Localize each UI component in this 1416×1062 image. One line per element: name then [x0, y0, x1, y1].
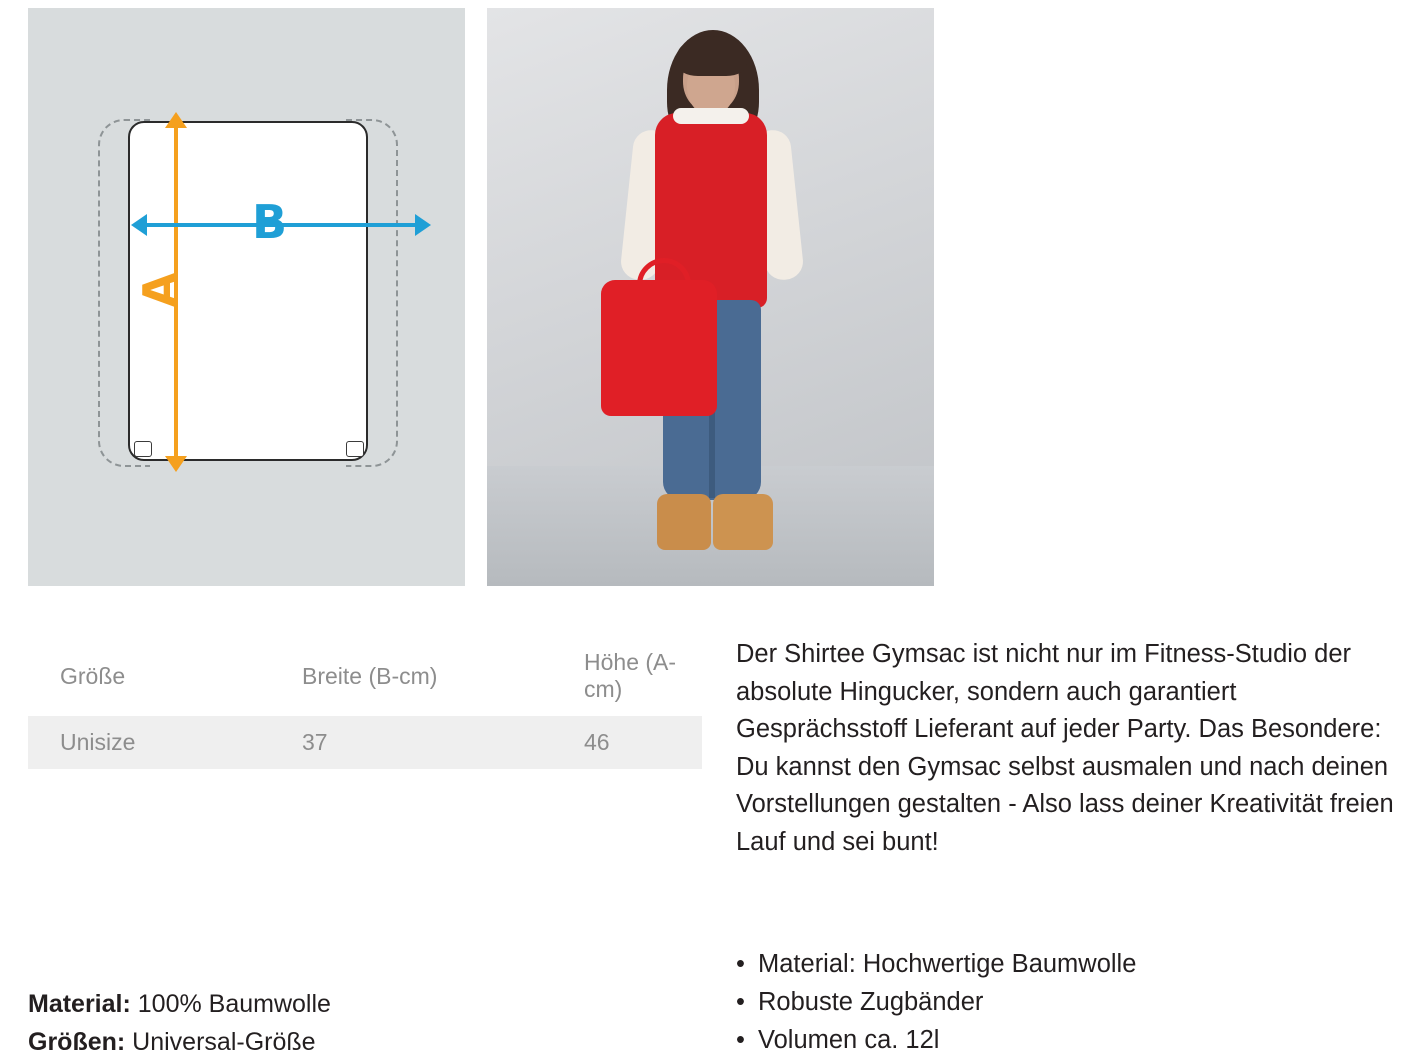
feature-text: Volumen ca. 12l	[758, 1026, 940, 1054]
cell-width: 37	[302, 729, 328, 755]
cell-size: Unisize	[60, 729, 136, 755]
size-diagram	[28, 8, 465, 586]
feature-list	[736, 945, 1400, 1059]
boot-right	[713, 494, 773, 550]
size-table	[28, 636, 702, 769]
corner-tab-right	[346, 441, 364, 457]
spec-material-value: 100% Baumwolle	[137, 990, 331, 1018]
spec-material-label: Material:	[28, 990, 131, 1018]
spec-material	[28, 985, 331, 1023]
spec-sizes-label: Größen:	[28, 1028, 126, 1056]
feature-text: Robuste Zugbänder	[758, 988, 984, 1016]
list-item	[736, 1021, 1400, 1059]
spec-sizes	[28, 1023, 331, 1061]
gymsac-outline	[98, 113, 398, 468]
table-header-row	[28, 636, 702, 716]
list-item	[736, 945, 1400, 983]
bullet-icon: •	[736, 988, 745, 1016]
width-label: B	[252, 195, 288, 249]
list-item	[736, 983, 1400, 1021]
cell-height: 46	[584, 729, 610, 755]
bullet-icon: •	[736, 1026, 745, 1054]
feature-text: Material: Hochwertige Baumwolle	[758, 950, 1137, 978]
height-label: A	[132, 272, 187, 308]
corner-tab-left	[134, 441, 152, 457]
header-height: Höhe (A-cm)	[584, 649, 677, 702]
boot-left	[657, 494, 711, 550]
bullet-icon: •	[736, 950, 745, 978]
product-photo	[487, 8, 934, 586]
model-hair-front	[677, 36, 747, 76]
header-width: Breite (B-cm)	[302, 662, 438, 689]
product-specs	[28, 985, 331, 1061]
jacket-collar	[673, 108, 749, 124]
header-size: Größe	[60, 662, 126, 689]
gymsac-product	[601, 280, 717, 416]
product-description: Der Shirtee Gymsac ist nicht nur im Fitness-Studio der absolute Hingucker, sondern auch garantiert Gesprächsstoff Lieferant auf jeder Party. Das Besondere: Du kannst den Gymsac selbst ausmalen und nach deinen Vorstellungen gestalten - Also lass deiner Kreativität freien Lauf und sei bunt!	[736, 640, 1394, 856]
table-row	[28, 716, 702, 769]
spec-sizes-value: Universal-Größe	[132, 1028, 316, 1056]
